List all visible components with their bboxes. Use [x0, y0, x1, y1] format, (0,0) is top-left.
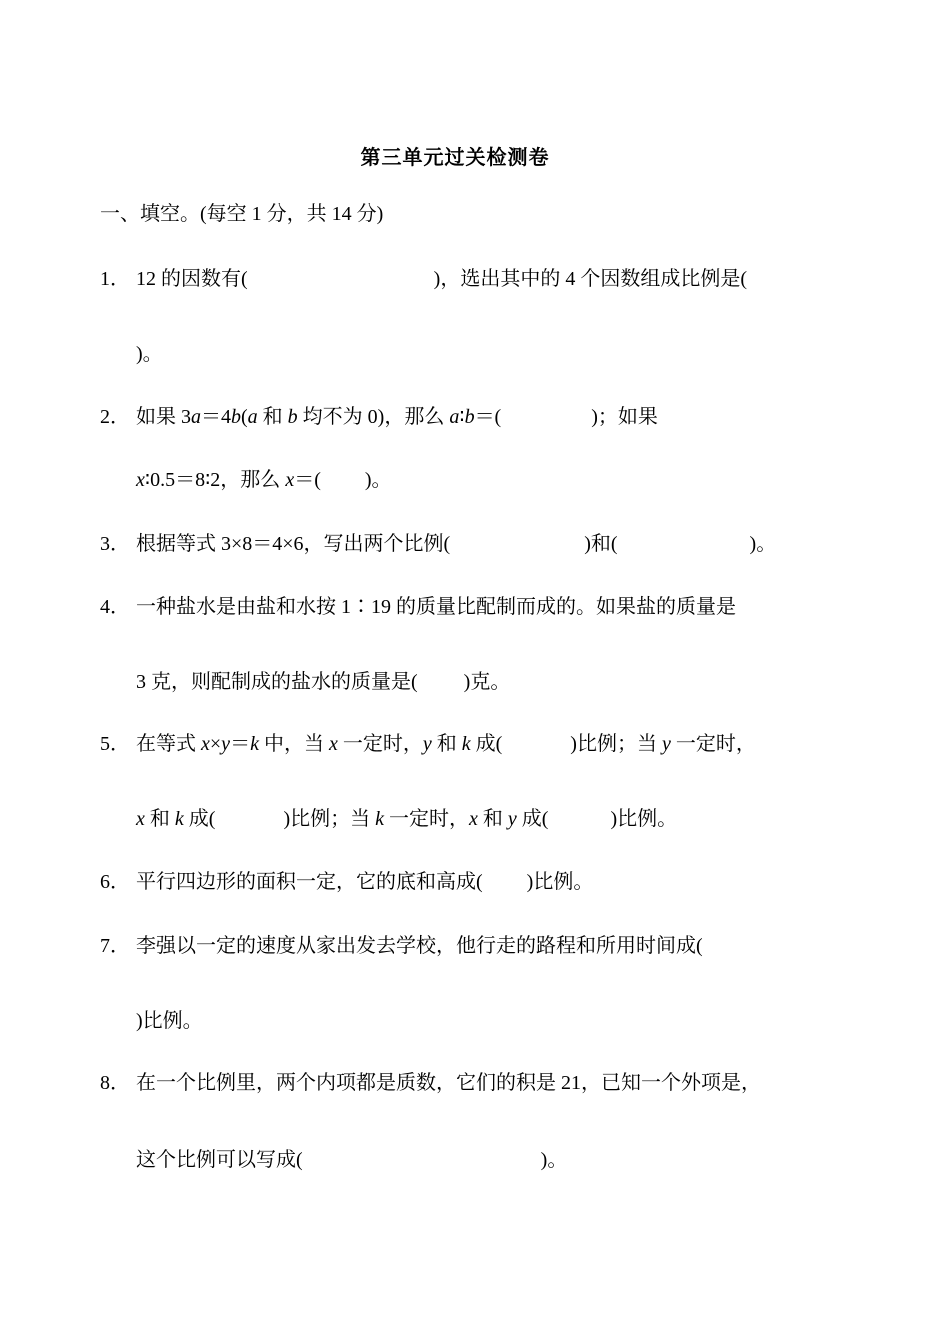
question-8-continued: 这个比例可以写成( )。 [136, 1149, 568, 1171]
question-number: 8． [100, 1072, 130, 1094]
question-4-continued: 3 克，则配制成的盐水的质量是( )克。 [136, 671, 511, 693]
question-number: 4． [100, 596, 130, 618]
answer-blank-close[interactable]: )比例。 [136, 1010, 203, 1032]
question-1: 1． 12 的因数有( )，选出其中的 4 个因数组成比例是( [100, 268, 747, 290]
question-6: 6． 平行四边形的面积一定，它的底和高成( )比例。 [100, 871, 594, 893]
question-number: 3． [100, 533, 130, 555]
question-8: 8． 在一个比例里，两个内项都是质数，它们的积是 21，已知一个外项是， [100, 1072, 761, 1094]
section-heading: 一、填空。(每空 1 分，共 14 分) [100, 203, 384, 225]
answer-blank-close[interactable]: )。 [136, 343, 163, 365]
question-number: 2． [100, 406, 130, 428]
question-3: 3． 根据等式 3×8＝4×6，写出两个比例( )和( )。 [100, 533, 777, 555]
question-7-continued [136, 1008, 203, 1034]
question-5-continued: x 和 k 成( )比例；当 k 一定时，x 和 y 成( )比例。 [136, 808, 678, 830]
question-number: 7． [100, 935, 130, 957]
question-1-continued [136, 341, 163, 367]
question-7: 7． 李强以一定的速度从家出发去学校，他行走的路程和所用时间成( [100, 935, 703, 957]
page-title: 第三单元过关检测卷 [360, 145, 550, 169]
question-2-continued: x∶0.5＝8∶2，那么 x＝( )。 [136, 469, 392, 491]
question-number: 5． [100, 733, 130, 755]
question-number: 1． [100, 268, 130, 290]
question-5: 5． 在等式 x×y＝k 中，当 x 一定时，y 和 k 成( )比例；当 y 一定时， [100, 733, 756, 755]
question-4: 4． 一种盐水是由盐和水按 1∶19 的质量比配制而成的。如果盐的质量是 [100, 596, 736, 618]
question-2: 2． 如果 3a＝4b(a 和 b 均不为 0)，那么 a∶b＝( )；如果 [100, 406, 658, 428]
question-number: 6． [100, 871, 130, 893]
